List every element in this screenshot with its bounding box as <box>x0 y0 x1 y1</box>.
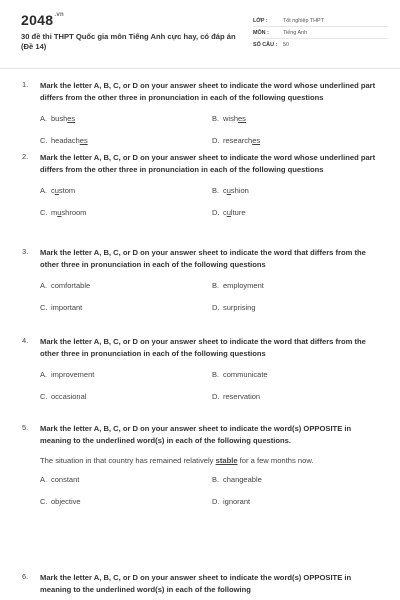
underlined-part: es <box>79 135 88 145</box>
question-number: 1. <box>22 80 29 89</box>
options-grid <box>40 186 400 217</box>
word-part: surprising <box>223 302 256 312</box>
word-part: occasional <box>51 391 87 401</box>
options-grid <box>40 114 400 145</box>
options-grid <box>40 281 400 312</box>
question-text: Mark the letter A, B, C, or D on your answer sheet to indicate the word whose underlined part differs from the other three in pronunciation in each of the following questions <box>40 153 376 174</box>
answer-option[interactable] <box>212 186 384 195</box>
option-word <box>223 186 249 195</box>
answer-option[interactable] <box>40 392 212 401</box>
site-logo[interactable] <box>21 12 64 28</box>
option-word <box>223 281 264 290</box>
option-word <box>223 303 256 312</box>
meta-value: Tiếng Anh <box>283 29 308 36</box>
option-letter: D. <box>212 302 220 312</box>
underlined-part: es <box>252 135 261 145</box>
underlined-part: u <box>57 207 62 217</box>
underlined-part: es <box>67 113 76 123</box>
question-text: Mark the letter A, B, C, or D on your answer sheet to indicate the word(s) OPPOSITE in meaning to the underlined word(s) in each of the following <box>40 573 352 594</box>
answer-option[interactable] <box>40 497 212 506</box>
option-letter: C. <box>40 391 48 401</box>
word-part: shion <box>230 185 249 195</box>
underlined-part: u <box>226 207 231 217</box>
question-text: Mark the letter A, B, C, or D on your answer sheet to indicate the word that differs from the other three in pronunciation in each of the following questions <box>40 337 366 358</box>
question-number: 4. <box>22 336 29 345</box>
meta-row-class <box>253 15 388 27</box>
option-letter: D. <box>212 391 220 401</box>
word-part: c <box>223 185 227 195</box>
meta-label: MÔN : <box>253 29 269 36</box>
word-part: c <box>51 185 55 195</box>
option-letter: C. <box>40 207 48 217</box>
logo-text: 2048 <box>21 12 54 28</box>
question-text: Mark the letter A, B, C, or D on your answer sheet to indicate the word whose underlined part differs from the other three in pronunciation in each of the following questions <box>40 81 376 102</box>
option-letter: D. <box>212 207 220 217</box>
question-block <box>0 152 400 217</box>
question-block <box>0 572 400 596</box>
option-word <box>223 370 268 379</box>
answer-option[interactable] <box>40 114 212 123</box>
answer-option[interactable] <box>212 281 384 290</box>
meta-value: 50 <box>283 41 289 48</box>
option-letter: D. <box>212 135 220 145</box>
sentence-text: for a few months now. <box>237 455 314 465</box>
option-letter: A. <box>40 474 48 484</box>
word-part: objective <box>51 496 81 506</box>
word-part: reservation <box>223 391 261 401</box>
word-part: important <box>51 302 83 312</box>
option-word <box>51 497 81 506</box>
answer-option[interactable] <box>40 186 212 195</box>
question-block <box>0 423 400 506</box>
option-word <box>223 208 246 217</box>
word-part: comfortable <box>51 280 91 290</box>
option-letter: C. <box>40 135 48 145</box>
option-letter: B. <box>212 113 220 123</box>
answer-option[interactable] <box>40 208 212 217</box>
answer-option[interactable] <box>40 303 212 312</box>
question-text: Mark the letter A, B, C, or D on your answer sheet to indicate the word that differs from the other three in pronunciation in each of the following questions <box>40 248 366 269</box>
word-part: ignorant <box>223 496 251 506</box>
question-block <box>0 247 400 312</box>
option-word <box>51 303 82 312</box>
question-number: 3. <box>22 247 29 256</box>
option-word <box>223 392 260 401</box>
word-part: lture <box>230 207 246 217</box>
word-part: improvement <box>51 369 95 379</box>
answer-option[interactable] <box>212 114 384 123</box>
answer-option[interactable] <box>212 392 384 401</box>
question-number: 6. <box>22 572 29 581</box>
meta-row-subject <box>253 27 388 39</box>
word-part: m <box>51 207 58 217</box>
meta-row-count <box>253 39 388 50</box>
answer-option[interactable] <box>40 281 212 290</box>
question-block <box>0 336 400 401</box>
sentence-text: The situation in that country has remained relatively <box>40 455 216 465</box>
option-word <box>51 281 90 290</box>
option-word <box>51 370 94 379</box>
word-part: employment <box>223 280 264 290</box>
meta-box <box>253 15 388 50</box>
answer-option[interactable] <box>212 475 384 484</box>
option-letter: C. <box>40 302 48 312</box>
answer-option[interactable] <box>212 497 384 506</box>
option-letter: B. <box>212 280 220 290</box>
option-word <box>51 392 86 401</box>
option-word <box>51 475 79 484</box>
answer-option[interactable] <box>40 475 212 484</box>
option-letter: B. <box>212 369 220 379</box>
underlined-word: stable <box>215 455 238 465</box>
document-title: 30 đề thi THPT Quốc gia môn Tiếng Anh cực hay, có đáp án (Đề 14) <box>21 32 236 52</box>
word-part: headach <box>51 135 80 145</box>
option-word <box>223 114 246 123</box>
word-part: shroom <box>61 207 87 217</box>
option-word <box>51 186 75 195</box>
answer-option[interactable] <box>212 370 384 379</box>
option-letter: B. <box>212 474 220 484</box>
word-part: wish <box>223 113 239 123</box>
option-word <box>223 475 262 484</box>
underlined-part: u <box>54 185 59 195</box>
question-sentence <box>40 456 376 465</box>
option-letter: A. <box>40 113 48 123</box>
word-part: stom <box>58 185 76 195</box>
word-part: changeable <box>223 474 262 484</box>
option-letter: D. <box>212 496 220 506</box>
option-word <box>51 208 86 217</box>
answer-option[interactable] <box>212 136 384 145</box>
answer-option[interactable] <box>212 303 384 312</box>
question-block <box>0 80 400 145</box>
option-letter: A. <box>40 280 48 290</box>
question-text: Mark the letter A, B, C, or D on your answer sheet to indicate the word(s) OPPOSITE in meaning to the underlined word(s) in each of the following questions. <box>40 424 352 445</box>
logo-suffix: .vn <box>54 12 64 18</box>
option-word <box>223 497 250 506</box>
word-part: constant <box>51 474 80 484</box>
options-grid <box>40 370 400 401</box>
underlined-part: es <box>238 113 246 123</box>
question-number: 2. <box>22 152 29 161</box>
word-part: c <box>223 207 227 217</box>
answer-option[interactable] <box>40 370 212 379</box>
option-word <box>51 114 75 123</box>
option-letter: A. <box>40 185 48 195</box>
question-number: 5. <box>22 423 29 432</box>
answer-option[interactable] <box>212 208 384 217</box>
meta-label: LỚP : <box>253 17 268 24</box>
option-word <box>51 136 88 145</box>
word-part: bush <box>51 113 68 123</box>
option-letter: B. <box>212 185 220 195</box>
options-grid <box>40 475 400 506</box>
option-letter: C. <box>40 496 48 506</box>
page-header <box>0 0 400 69</box>
option-word <box>223 136 260 145</box>
option-letter: A. <box>40 369 48 379</box>
meta-label: SỐ CÂU : <box>253 41 278 48</box>
word-part: research <box>223 135 253 145</box>
answer-option[interactable] <box>40 136 212 145</box>
word-part: communicate <box>223 369 268 379</box>
underlined-part: u <box>226 185 231 195</box>
meta-value: Tốt nghiệp THPT <box>283 17 324 24</box>
